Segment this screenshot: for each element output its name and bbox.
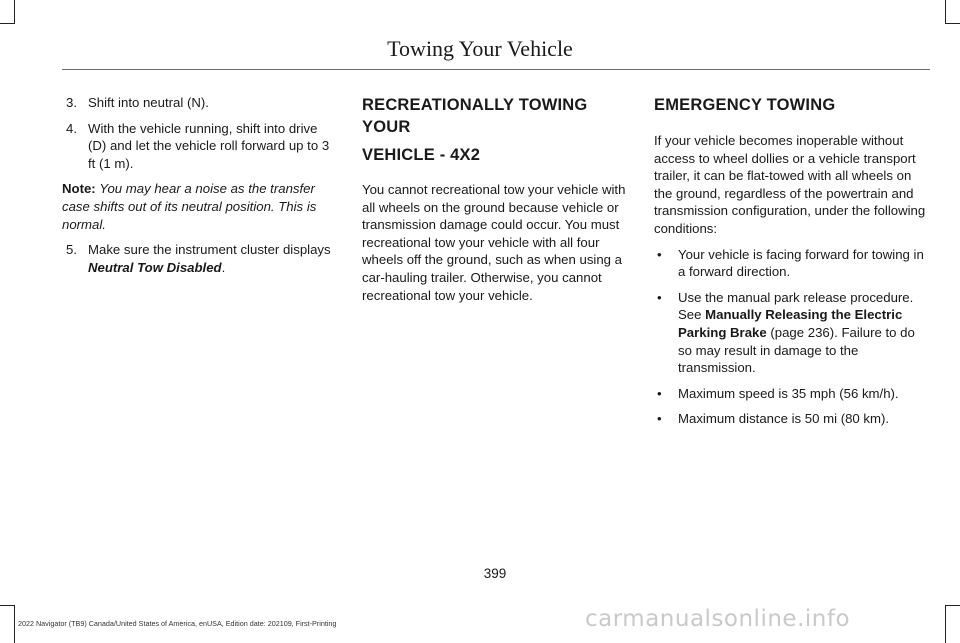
step-number: 5. [66,242,77,258]
list-item [654,410,929,428]
column-2 [362,94,630,312]
step-text: Shift into neutral (N). [88,95,209,110]
note-text: You may hear a noise as the transfer case shifts out of its neutral position. This is normal. [62,181,317,232]
list-item [654,246,929,281]
section-heading-line2: VEHICLE - 4X2 [362,146,481,164]
section-paragraph: You cannot recreational tow your vehicle with all wheels on the ground because vehicle or transmission damage could occur. You must recreational tow your vehicle with all four wheels off the ground, such as when using a car-hauling trailer. Otherwise, you cannot recreational tow your vehicle. [362,182,626,303]
section-heading: EMERGENCY TOWING [654,96,836,114]
step-number: 4. [66,120,77,136]
crop-mark-bottom-right-h [945,605,960,606]
list-item-text: Use the manual park release procedure. See [678,289,914,323]
bullet-glyph: • [657,411,662,427]
crop-mark-top-left-h [0,23,15,24]
crop-mark-bottom-left-h [0,605,15,606]
note-label: Note: [62,181,96,197]
column-1 [62,94,337,284]
step-number: 3. [66,95,77,110]
section-heading: RECREATIONALLY TOWING YOUR [362,96,588,136]
list-item-text: Maximum speed is 35 mph (56 km/h). [678,385,899,401]
crop-mark-top-right-v [945,0,946,24]
crop-mark-bottom-left-v [14,605,15,643]
header-rule [62,69,930,70]
watermark: carmanualsonline.info [585,606,851,632]
step-text: Make sure the instrument cluster displays [88,242,331,258]
step-text: With the vehicle running, shift into drive (D) and let the vehicle roll forward up to 3 ft (1 m). [88,120,330,171]
bullet-glyph: • [657,289,662,305]
list-item [654,289,929,377]
list-item-text: Your vehicle is facing forward for towing in a forward direction. [678,246,924,280]
section-paragraph: If your vehicle becomes inoperable without access to wheel dollies or a vehicle transport trailer, it can be flat-towed with all wheels on the ground, regardless of the powertrain and transmission configuration, under the following conditions: [654,133,926,236]
bullet-glyph: • [657,246,662,262]
page-number: 399 [483,566,507,581]
crop-mark-top-right-h [945,23,960,24]
cross-reference-link[interactable]: Manually Releasing the Electric Parking Brake [678,307,903,340]
page-header-title: Towing Your Vehicle [387,36,573,61]
step-3 [62,94,337,112]
step-5 [62,241,337,276]
footer-edition-info: 2022 Navigator (TB9) Canada/United States of America, enUSA, Edition date: 202109, First-Printing [18,619,337,628]
note [62,180,337,233]
list-item-text-end: (page 236). Failure to do so may result in damage to the transmission. [678,324,915,376]
crop-mark-bottom-right-v [945,605,946,643]
step-4 [62,120,337,173]
display-message: Neutral Tow Disabled [88,259,222,275]
list-item-text: Maximum distance is 50 mi (80 km). [678,411,890,427]
list-item [654,385,929,403]
crop-mark-top-left-v [14,0,15,24]
column-3 [654,94,929,436]
bullet-glyph: • [657,385,662,401]
step-text-end: . [221,259,226,275]
